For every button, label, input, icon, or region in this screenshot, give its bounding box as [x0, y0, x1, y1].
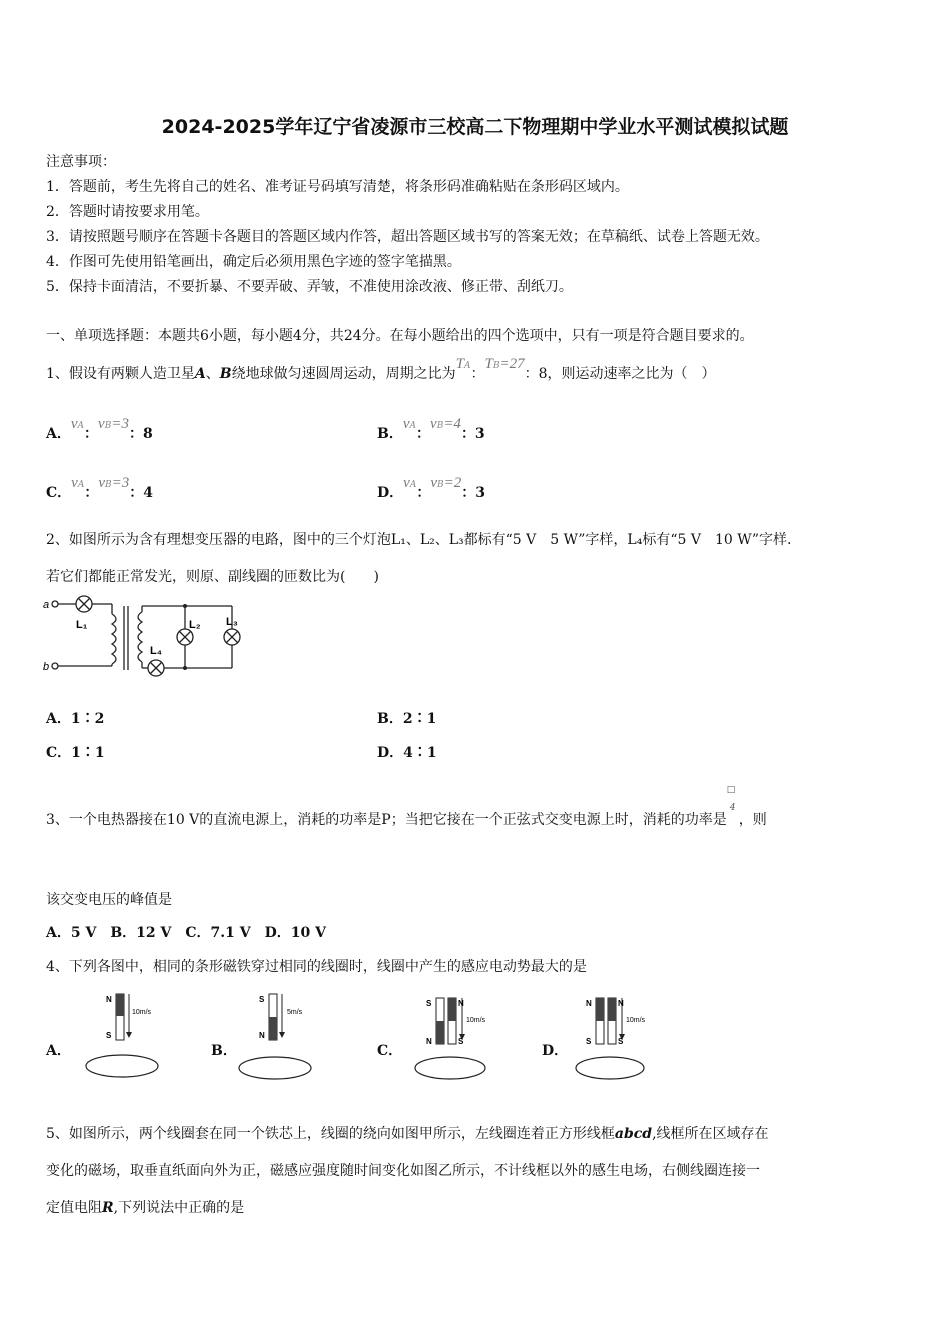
- q4-option-c-label[interactable]: C．: [377, 1043, 403, 1059]
- svg-text:N: N: [618, 999, 624, 1008]
- q2-option-c[interactable]: C．1∶1: [46, 745, 105, 761]
- svg-text:N: N: [106, 995, 112, 1004]
- magnet-figure-a: [82, 988, 192, 1084]
- notice-item: 1．答题前，考生先将自己的姓名、准考证号码填写清楚，将条形码准确粘贴在条形码区域内。: [46, 179, 629, 195]
- lamp-l2-label: L₂: [189, 619, 201, 631]
- page-title: 2024-2025学年辽宁省凌源市三校高二下物理期中学业水平测试模拟试题: [161, 116, 789, 138]
- q4-option-b-label[interactable]: B．: [211, 1043, 237, 1059]
- q4-option-d-label[interactable]: D．: [542, 1043, 569, 1059]
- transformer-circuit-diagram: [40, 592, 250, 684]
- terminal-a-label: a: [43, 599, 50, 611]
- notice-item: 4．作图可先使用铅笔画出，确定后必须用黑色字迹的签字笔描黑。: [46, 254, 461, 270]
- notice-item: 2．答题时请按要求用笔。: [46, 204, 209, 220]
- q3-options[interactable]: A．5 V B．12 V C．7.1 V D．10 V: [46, 925, 326, 941]
- question-2-stem: 2、如图所示为含有理想变压器的电路，图中的三个灯泡L₁、L₂、L₃都标有“5 V 5 W”字样，L₄标有“5 V 10 W”字样.: [46, 532, 792, 548]
- svg-text:S: S: [106, 1031, 112, 1040]
- question-5-stem: 5、如图所示，两个线圈套在同一个铁芯上，线圈的绕向如图甲所示，左线圈连着正方形线框abcd,线框所在区域存在: [46, 1126, 769, 1142]
- svg-text:N: N: [259, 1031, 265, 1040]
- lamp-l3-label: L₃: [226, 616, 238, 628]
- q2-option-d[interactable]: D．4∶1: [377, 745, 437, 761]
- svg-text:S: S: [586, 1037, 592, 1046]
- question-3-stem: 3、一个电热器接在10 V的直流电源上，消耗的功率是P；当把它接在一个正弦式交变电源上时，消耗的功率是 □ 4 ，则: [46, 785, 767, 828]
- lamp-l1-label: L₁: [76, 619, 88, 631]
- question-1-stem: 1、假设有两颗人造卫星A、B绕地球做匀速圆周运动，周期之比为TA：TB=27：8，则运动速率之比为（ ）: [46, 356, 716, 382]
- q1-option-c[interactable]: C．vA：vB=3：4: [46, 475, 153, 501]
- svg-text:N: N: [458, 999, 464, 1008]
- svg-text:10m/s: 10m/s: [466, 1017, 486, 1024]
- q2-option-a[interactable]: A．1∶2: [46, 711, 105, 727]
- svg-text:N: N: [426, 1037, 432, 1046]
- q4-option-a-label[interactable]: A．: [46, 1043, 71, 1059]
- question-3-stem-cont: 该交变电压的峰值是: [46, 892, 172, 908]
- svg-text:10m/s: 10m/s: [132, 1009, 152, 1016]
- svg-text:S: S: [458, 1037, 464, 1046]
- lamp-l4-label: L₄: [150, 645, 162, 657]
- section-heading: 一、单项选择题：本题共6小题，每小题4分，共24分。在每小题给出的四个选项中，只有一项是符合题目要求的。: [46, 328, 754, 344]
- svg-text:10m/s: 10m/s: [626, 1017, 646, 1024]
- terminal-b-label: b: [43, 661, 50, 673]
- svg-text:S: S: [259, 995, 265, 1004]
- magnet-figure-c: [410, 988, 520, 1084]
- q2-option-b[interactable]: B．2∶1: [377, 711, 437, 727]
- question-4-stem: 4、下列各图中，相同的条形磁铁穿过相同的线圈时，线圈中产生的感应电动势最大的是: [46, 959, 587, 975]
- notice-heading: 注意事项：: [46, 154, 116, 170]
- svg-text:S: S: [426, 999, 432, 1008]
- notice-item: 3．请按照题号顺序在答题卡各题目的答题区域内作答，超出答题区域书写的答案无效；在草稿纸、试卷上答题无效。: [46, 229, 769, 245]
- question-5-stem-cont: 变化的磁场，取垂直纸面向外为正，磁感应强度随时间变化如图乙所示，不计线框以外的感生电场，右侧线圈连接一: [46, 1163, 760, 1179]
- magnet-figure-d: [570, 988, 680, 1084]
- svg-text:N: N: [586, 999, 592, 1008]
- magnet-figure-b: [235, 988, 345, 1084]
- q1-option-a[interactable]: A．vA：vB=3：8: [46, 416, 153, 442]
- question-5-stem-cont: 定值电阻R,下列说法中正确的是: [46, 1200, 245, 1216]
- svg-text:S: S: [618, 1037, 624, 1046]
- question-2-stem-cont: 若它们都能正常发光，则原、副线圈的匝数比为( ): [46, 569, 379, 585]
- q1-option-b[interactable]: B．vA：vB=4：3: [377, 416, 485, 442]
- notice-item: 5．保持卡面清洁，不要折暴、不要弄破、弄皱，不准使用涂改液、修正带、刮纸刀。: [46, 279, 573, 295]
- svg-text:5m/s: 5m/s: [287, 1009, 303, 1016]
- q1-option-d[interactable]: D．vA：vB=2：3: [377, 475, 485, 501]
